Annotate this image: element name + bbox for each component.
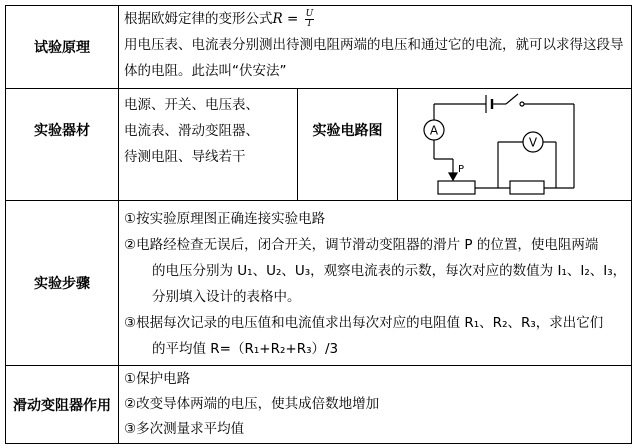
formula-fraction (305, 10, 315, 29)
ammeter-label: A (429, 123, 439, 138)
steps-header: 实验步骤 (34, 276, 90, 292)
steps-line: ②电路经检查无误后，闭合开关，调节滑动变阻器的滑片 P 的位置，使电阻两端 (124, 237, 599, 253)
steps-line: 的电压分别为 U₁、U₂、U₃，观察电流表的示数，每次对应的数值为 I₁、I₂、I₃， (152, 263, 627, 279)
rheostat-body (438, 181, 475, 194)
column-divider (118, 5, 119, 444)
rheostat-line: ①保护电路 (124, 371, 191, 387)
switch-contact (520, 102, 524, 106)
steps-line: ③根据每次记录的电压值和电流值求出每次对应的电阻值 R₁、R₂、R₃，求出它们 (124, 315, 604, 331)
equipment-header: 实验器材 (34, 123, 90, 139)
diagram-header: 实验电路图 (312, 123, 383, 139)
rheostat-line: ③多次测量求平均值 (124, 421, 245, 437)
rheostat-line: ②改变导体两端的电压，使其成倍数地增加 (124, 396, 380, 412)
formula-denominator: I (307, 18, 312, 29)
voltmeter-label: V (528, 135, 538, 150)
principle-formula-line (124, 6, 628, 32)
formula-equals: = (282, 11, 303, 27)
formula-numerator: U (305, 8, 314, 19)
steps-content (124, 206, 630, 364)
circuit-diagram (398, 89, 631, 200)
equipment-item: 电源、开关、电压表、 (124, 97, 259, 113)
rheostat-header: 滑动变阻器作用 (13, 397, 111, 414)
slider-label: P (458, 164, 465, 175)
steps-line: ①按实验原理图正确连接实验电路 (124, 211, 326, 227)
rheostat-content (124, 367, 630, 443)
principle-header: 试验原理 (34, 40, 90, 56)
slider-arrow (449, 173, 457, 180)
principle-line2: 用电压表、电流表分别测出待测电阻两端的电压和通过它的电流，就可以求得这段导体的电阻。此法叫“伏安法” (124, 37, 624, 79)
resistor-body (510, 181, 544, 194)
switch-blade (506, 94, 518, 104)
steps-line: 分别填入设计的表格中。 (152, 289, 301, 305)
equipment-list (124, 92, 296, 197)
equipment-item: 电流表、滑动变阻器、 (124, 123, 259, 139)
steps-line: 的平均值 R=（R₁+R₂+R₃）/3 (152, 341, 339, 357)
principle-content (124, 6, 628, 88)
equipment-item: 待测电阻、导线若干 (124, 149, 246, 165)
formula-lhs: R (272, 11, 283, 27)
table-border-bottom (5, 443, 632, 444)
principle-line1: 根据欧姆定律的变形公式 (124, 11, 273, 27)
table-border-right (631, 5, 632, 444)
